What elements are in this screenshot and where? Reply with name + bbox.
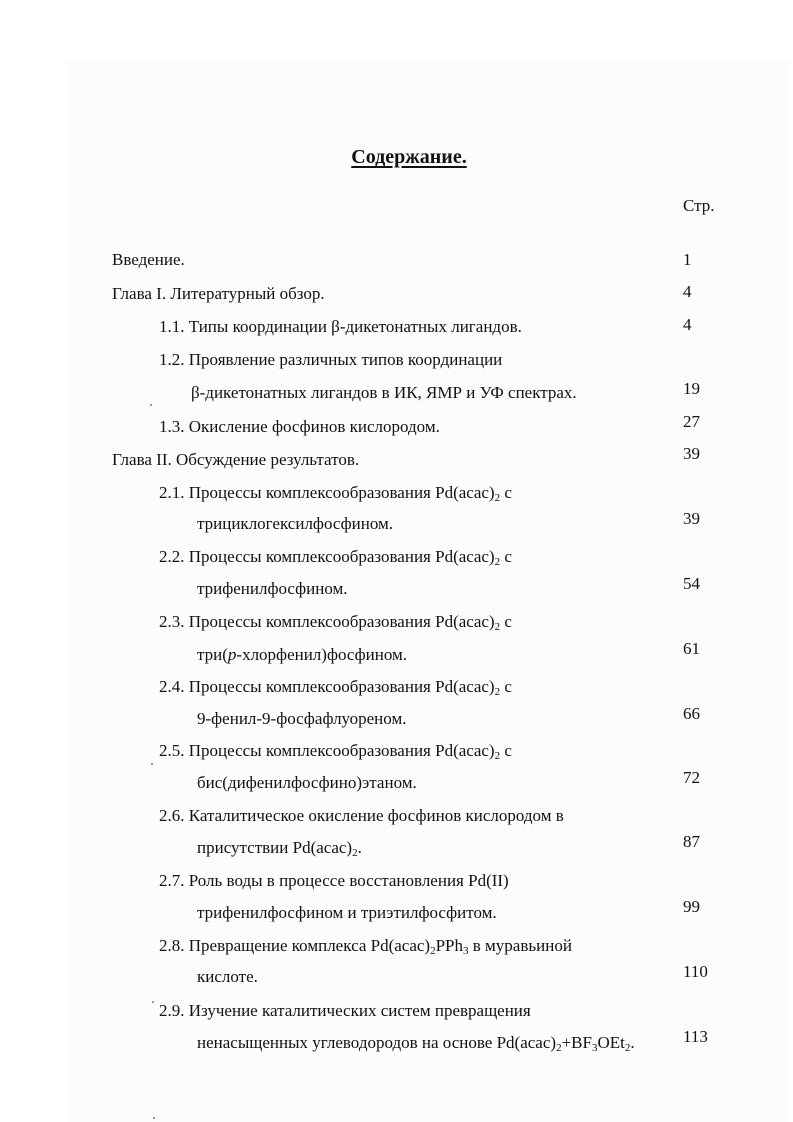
- toc-entry-2-8-line2: кислоте.: [197, 967, 258, 986]
- toc-page-2-3: 61: [683, 639, 700, 658]
- scan-speck: [151, 763, 153, 765]
- toc-page-1-3: 27: [683, 412, 700, 431]
- toc-entry-2-9-line2: ненасыщенных углеводородов на основе $Pd(acac)_2+BF_3OEt_2$.: [197, 1033, 635, 1054]
- page-column-header: Стр.: [683, 196, 715, 215]
- toc-page-chapter-2: 39: [683, 444, 700, 463]
- toc-page-2-4: 66: [683, 704, 700, 723]
- toc-page-intro: 1: [683, 250, 692, 269]
- toc-page-2-2: 54: [683, 574, 700, 593]
- toc-entry-2-7-line1: 2.7. Роль воды в процессе восстановления Pd(II): [159, 871, 509, 890]
- scan-speck: [152, 1001, 154, 1003]
- toc-entry-2-1-line2: трициклогексилфосфином.: [197, 514, 394, 533]
- toc-entry-2-8-line1: 2.8. Превращение комплекса $Pd(acac)_2PPh_3$ в муравьиной: [159, 936, 572, 957]
- toc-entry-2-4-line2: 9-фенил-9-фосфафлуореном.: [197, 709, 407, 728]
- toc-entry-chapter-2: Глава II. Обсуждение результатов.: [112, 450, 360, 469]
- toc-entry-2-3-line1: 2.3. Процессы комплексообразования $Pd(acac)_2$ с: [159, 612, 512, 633]
- pd-acac-formula: $Pd(acac)_2$: [435, 483, 501, 504]
- scan-area: [66, 60, 790, 1122]
- pd-acac-formula: $Pd(acac)_2$: [496, 1033, 562, 1054]
- toc-entry-2-4-line1: 2.4. Процессы комплексообразования $Pd(acac)_2$ с: [159, 677, 512, 698]
- pd-acac-formula: $Pd(acac)_2$: [435, 741, 501, 762]
- toc-entry-1-2-line2: β-дикетонатных лигандов в ИК, ЯМР и УФ спектрах.: [191, 383, 577, 402]
- toc-page-2-8: 110: [683, 962, 708, 981]
- toc-page-chapter-1: 4: [683, 282, 692, 301]
- pd-acac-formula: $Pd(acac)_2$: [435, 547, 501, 568]
- pd-acac-formula: $Pd(acac)_2$: [435, 677, 501, 698]
- toc-title: Содержание.: [351, 146, 467, 168]
- scan-speck: [150, 404, 152, 406]
- toc-page-1-1: 4: [683, 315, 692, 334]
- toc-page-1-2: 19: [683, 379, 700, 398]
- pd-acac-formula: $Pd(acac)_2$: [435, 612, 501, 633]
- toc-page-2-6: 87: [683, 832, 700, 851]
- pd-acac-formula: $Pd(acac)_2$: [370, 936, 436, 957]
- toc-entry-2-5-line2: бис(дифенилфосфино)этаном.: [197, 773, 417, 792]
- toc-entry-2-6-line2: присутствии $Pd(acac)_2$.: [197, 838, 362, 859]
- toc-entry-intro: Введение.: [112, 250, 185, 269]
- toc-entry-2-6-line1: 2.6. Каталитическое окисление фосфинов кислородом в: [159, 806, 564, 825]
- toc-entry-1-2-line1: 1.2. Проявление различных типов координации: [159, 350, 503, 369]
- toc-page-2-7: 99: [683, 897, 700, 916]
- toc-entry-2-9-line1: 2.9. Изучение каталитических систем превращения: [159, 1001, 531, 1020]
- toc-entry-2-1-line1: 2.1. Процессы комплексообразования $Pd(acac)_2$ с: [159, 483, 512, 504]
- scan-speck: [153, 1117, 155, 1119]
- toc-entry-2-3-line2: три(р-хлорфенил)фосфином.: [197, 645, 408, 664]
- toc-entry-2-5-line1: 2.5. Процессы комплексообразования $Pd(acac)_2$ с: [159, 741, 512, 762]
- toc-entry-1-1: 1.1. Типы координации β-дикетонатных лигандов.: [159, 317, 522, 336]
- toc-page-2-5: 72: [683, 768, 700, 787]
- pd-acac-formula: $Pd(acac)_2$: [292, 838, 358, 859]
- toc-entry-2-2-line2: трифенилфосфином.: [197, 579, 348, 598]
- toc-page-2-1: 39: [683, 509, 700, 528]
- toc-entry-chapter-1: Глава I. Литературный обзор.: [112, 284, 325, 303]
- toc-entry-2-2-line1: 2.2. Процессы комплексообразования $Pd(acac)_2$ с: [159, 547, 512, 568]
- toc-entry-1-3: 1.3. Окисление фосфинов кислородом.: [159, 417, 440, 436]
- toc-page-2-9: 113: [683, 1027, 708, 1046]
- toc-entry-2-7-line2: трифенилфосфином и триэтилфосфитом.: [197, 903, 497, 922]
